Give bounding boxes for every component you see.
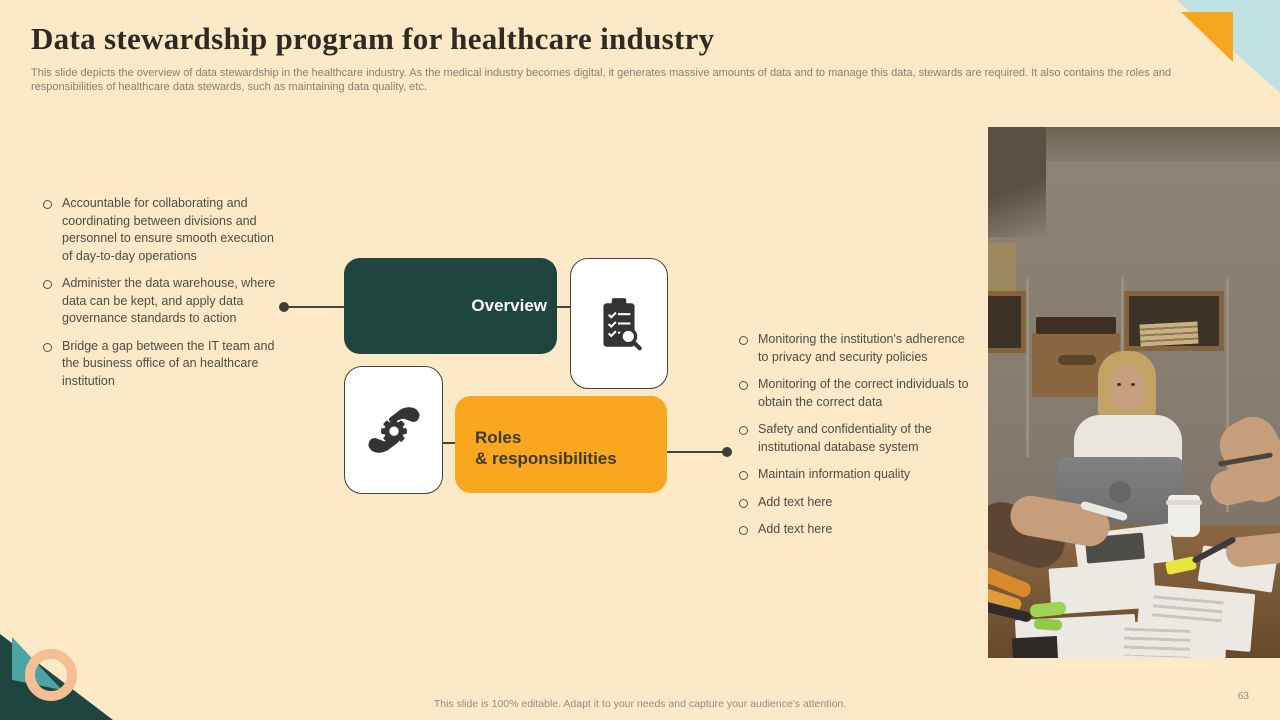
- photo-shadow: [988, 127, 1046, 237]
- connector-line-left: [287, 306, 345, 308]
- overview-icon-card: [570, 258, 668, 389]
- roles-icon-card: [344, 366, 443, 494]
- photo-paper: [1105, 621, 1226, 658]
- roles-label-line1: Roles: [475, 427, 522, 447]
- page-number: 63: [1237, 691, 1249, 702]
- roles-shape: [455, 396, 667, 493]
- photo-woman-face: [1110, 365, 1144, 411]
- page-title: Data stewardship program for healthcare industry: [31, 21, 715, 56]
- roles-label-line2: & responsibilities: [475, 448, 617, 468]
- list-item: Maintain information quality: [736, 466, 976, 484]
- list-item: Add text here: [736, 521, 976, 539]
- list-item: Add text here: [736, 494, 976, 512]
- photo-coffee-cup: [1168, 495, 1200, 537]
- checklist-search-icon: [596, 295, 642, 353]
- photo-crate-handle: [1058, 355, 1096, 365]
- hands-gear-icon: [366, 402, 422, 458]
- list-item: Monitoring the institution's adherence to privacy and security policies: [736, 331, 976, 366]
- list-item: Bridge a gap between the IT team and the business office of an healthcare institution: [40, 338, 282, 391]
- photo-cardboard-box: [988, 243, 1016, 295]
- corner-ring-decoration: [25, 649, 77, 701]
- right-bullet-list: [736, 331, 976, 549]
- photo-laptop-logo: [1109, 481, 1131, 503]
- overview-shape: [344, 258, 557, 354]
- photo-shelf-frame: [1026, 277, 1029, 457]
- photo-sketch-lines: [1124, 628, 1191, 658]
- photo-highlighter-green2: [1034, 618, 1063, 631]
- corner-triangle-orange: [1181, 12, 1233, 62]
- photo-books: [1139, 321, 1198, 346]
- overview-label: Overview: [471, 296, 547, 315]
- photo-notebook: [1012, 636, 1058, 658]
- connector-dot-right: [722, 447, 732, 457]
- list-item: Administer the data warehouse, where data can be kept, and apply data governance standards to action: [40, 275, 282, 328]
- left-bullet-list: [40, 195, 282, 400]
- list-item: Monitoring of the correct individuals to obtain the correct data: [736, 376, 976, 411]
- footer-note: This slide is 100% editable. Adapt it to your needs and capture your audience's attention.: [433, 698, 847, 710]
- connector-line-right: [666, 451, 724, 453]
- photo-eye: [1131, 383, 1135, 386]
- photo-shelf-cube: [988, 291, 1026, 353]
- meeting-photo: [988, 127, 1280, 658]
- photo-cup-lid: [1166, 500, 1202, 505]
- photo-briefcase: [1036, 317, 1116, 334]
- list-item: Safety and confidentiality of the institutional database system: [736, 421, 976, 456]
- photo-eye: [1117, 383, 1121, 386]
- slide-subtitle: This slide depicts the overview of data stewardship in the healthcare industry. As the medical industry becomes digital, it generates massive amounts of data and to manage this data, stewards are required. It also contains the roles and responsibilities of healthcare data stewards, such as maintaining data quality, etc.: [31, 67, 1172, 93]
- list-item: Accountable for collaborating and coordinating between divisions and personnel to ensure smooth execution of day-to-day operations: [40, 195, 282, 265]
